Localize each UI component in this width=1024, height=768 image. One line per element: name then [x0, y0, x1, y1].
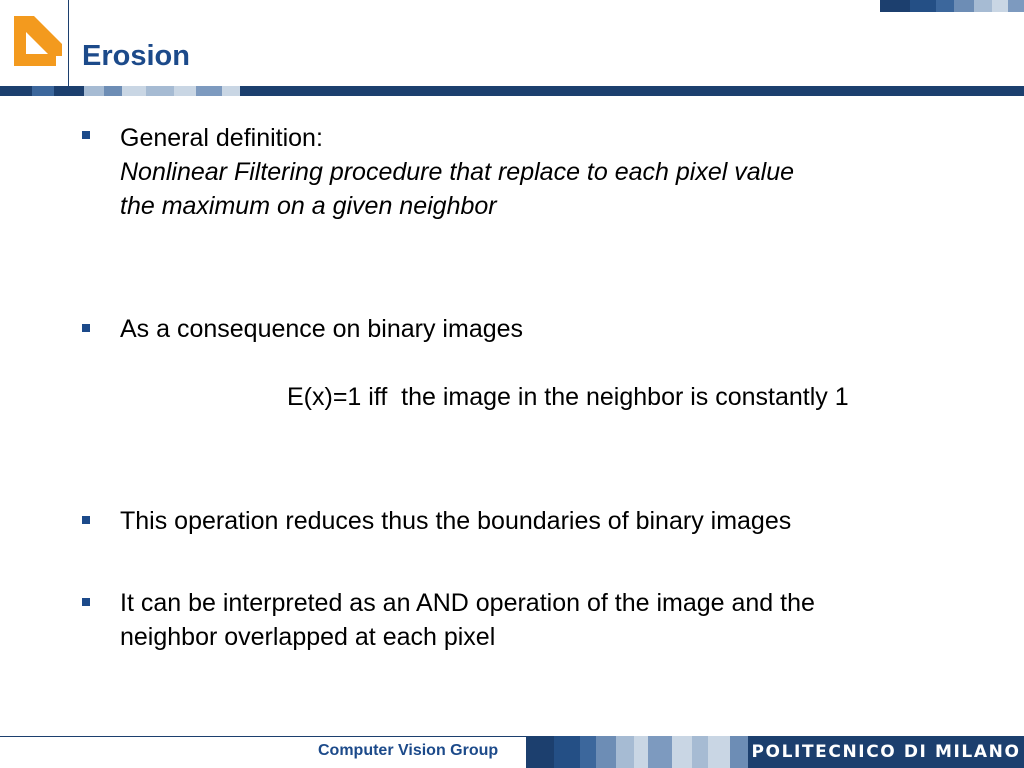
erosion-formula: E(x)=1 iff the image in the neighbor is constantly 1: [287, 383, 849, 411]
bullet-marker: [82, 324, 90, 332]
bullet-1-definition-line1: Nonlinear Filtering procedure that replace to each pixel value: [120, 158, 794, 186]
top-decorative-stripes: [880, 0, 1024, 12]
slide-title: Erosion: [82, 40, 190, 72]
bullet-1-definition-line2: the maximum on a given neighbor: [120, 192, 497, 220]
footer-divider: [0, 736, 528, 737]
header-bar: [0, 86, 1024, 96]
bullet-3-text: This operation reduces thus the boundaries of binary images: [120, 507, 792, 535]
bullet-marker: [82, 131, 90, 139]
footer-group-label: Computer Vision Group: [318, 742, 499, 759]
bullet-2-text: As a consequence on binary images: [120, 315, 524, 343]
bullet-marker: [82, 516, 90, 524]
bullet-4-line2: neighbor overlapped at each pixel: [120, 623, 496, 651]
bullet-marker: [82, 598, 90, 606]
bullet-1-lead: General definition:: [120, 124, 323, 152]
logo-divider: [68, 0, 69, 88]
footer-decorative-stripes: [526, 736, 748, 768]
bullet-4-line1: It can be interpreted as an AND operation of the image and the: [120, 589, 815, 617]
institution-wordmark: POLITECNICO DI MILANO: [748, 736, 1024, 768]
polimi-arrow-logo-icon: [10, 14, 64, 70]
